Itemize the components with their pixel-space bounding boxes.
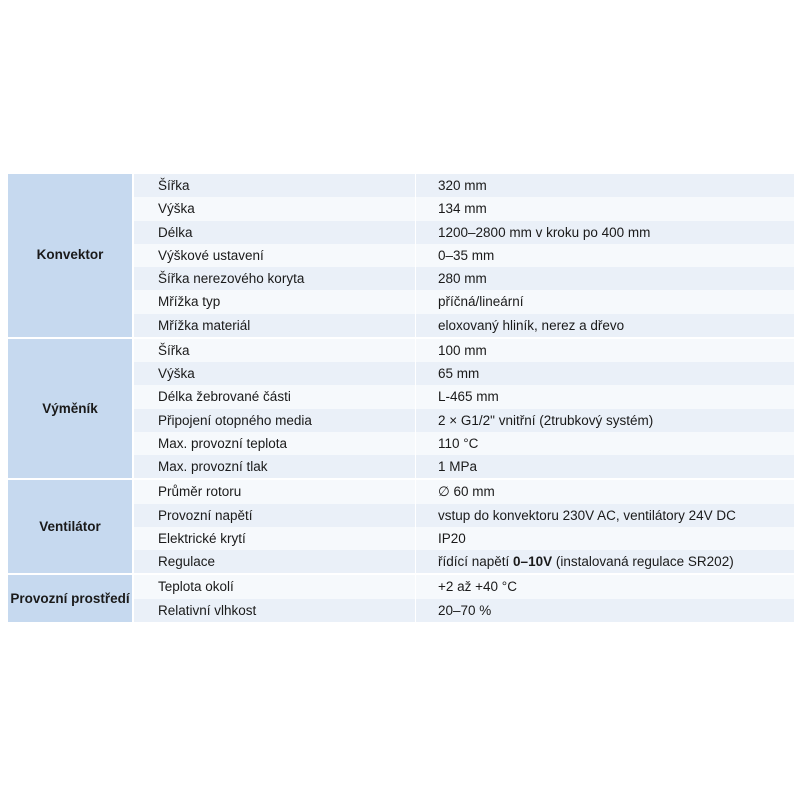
param-value: eloxovaný hliník, nerez a dřevo — [416, 314, 794, 337]
param-value: L-465 mm — [416, 385, 794, 408]
group-label-konvektor: Konvektor — [8, 174, 134, 337]
param-value: +2 až +40 °C — [416, 573, 794, 598]
param-label: Max. provozní teplota — [134, 432, 416, 455]
table-row — [8, 337, 794, 362]
param-label: Výška — [134, 197, 416, 220]
param-value: 65 mm — [416, 362, 794, 385]
param-label: Výškové ustavení — [134, 244, 416, 267]
param-label: Provozní napětí — [134, 504, 416, 527]
param-label: Mřížka materiál — [134, 314, 416, 337]
param-value: příčná/lineární — [416, 290, 794, 313]
value-text: (instalovaná regulace SR202) — [552, 554, 734, 570]
spec-table — [8, 174, 794, 622]
param-value: 1200–2800 mm v kroku po 400 mm — [416, 221, 794, 244]
param-value: 0–35 mm — [416, 244, 794, 267]
param-label: Šířka — [134, 337, 416, 362]
param-label: Teplota okolí — [134, 573, 416, 598]
param-label: Připojení otopného media — [134, 409, 416, 432]
param-value: 100 mm — [416, 337, 794, 362]
table-row — [8, 478, 794, 503]
param-label: Průměr rotoru — [134, 478, 416, 503]
param-label: Délka žebrované části — [134, 385, 416, 408]
param-value: 134 mm — [416, 197, 794, 220]
table-row — [8, 573, 794, 598]
param-value: 280 mm — [416, 267, 794, 290]
param-value: 1 MPa — [416, 455, 794, 478]
param-label: Relativní vlhkost — [134, 599, 416, 622]
group-label-ventilator: Ventilátor — [8, 478, 134, 573]
param-value: vstup do konvektoru 230V AC, ventilátory 24V DC — [416, 504, 794, 527]
param-value: 2 × G1/2" vnitřní (2trubkový systém) — [416, 409, 794, 432]
group-label-vymenik: Výměník — [8, 337, 134, 479]
group-label-provozni-prostredi: Provozní prostředí — [8, 573, 134, 622]
param-label: Délka — [134, 221, 416, 244]
param-value: 20–70 % — [416, 599, 794, 622]
param-value — [416, 550, 794, 573]
param-label: Šířka — [134, 174, 416, 197]
table-row — [8, 174, 794, 197]
param-label: Elektrické krytí — [134, 527, 416, 550]
param-value: 110 °C — [416, 432, 794, 455]
param-label: Mřížka typ — [134, 290, 416, 313]
param-label: Max. provozní tlak — [134, 455, 416, 478]
param-label: Výška — [134, 362, 416, 385]
param-label: Šířka nerezového koryta — [134, 267, 416, 290]
param-label: Regulace — [134, 550, 416, 573]
param-value: 320 mm — [416, 174, 794, 197]
param-value: IP20 — [416, 527, 794, 550]
value-bold-text: 0–10V — [513, 554, 553, 570]
param-value: ∅ 60 mm — [416, 478, 794, 503]
value-text: řídící napětí — [438, 554, 514, 570]
